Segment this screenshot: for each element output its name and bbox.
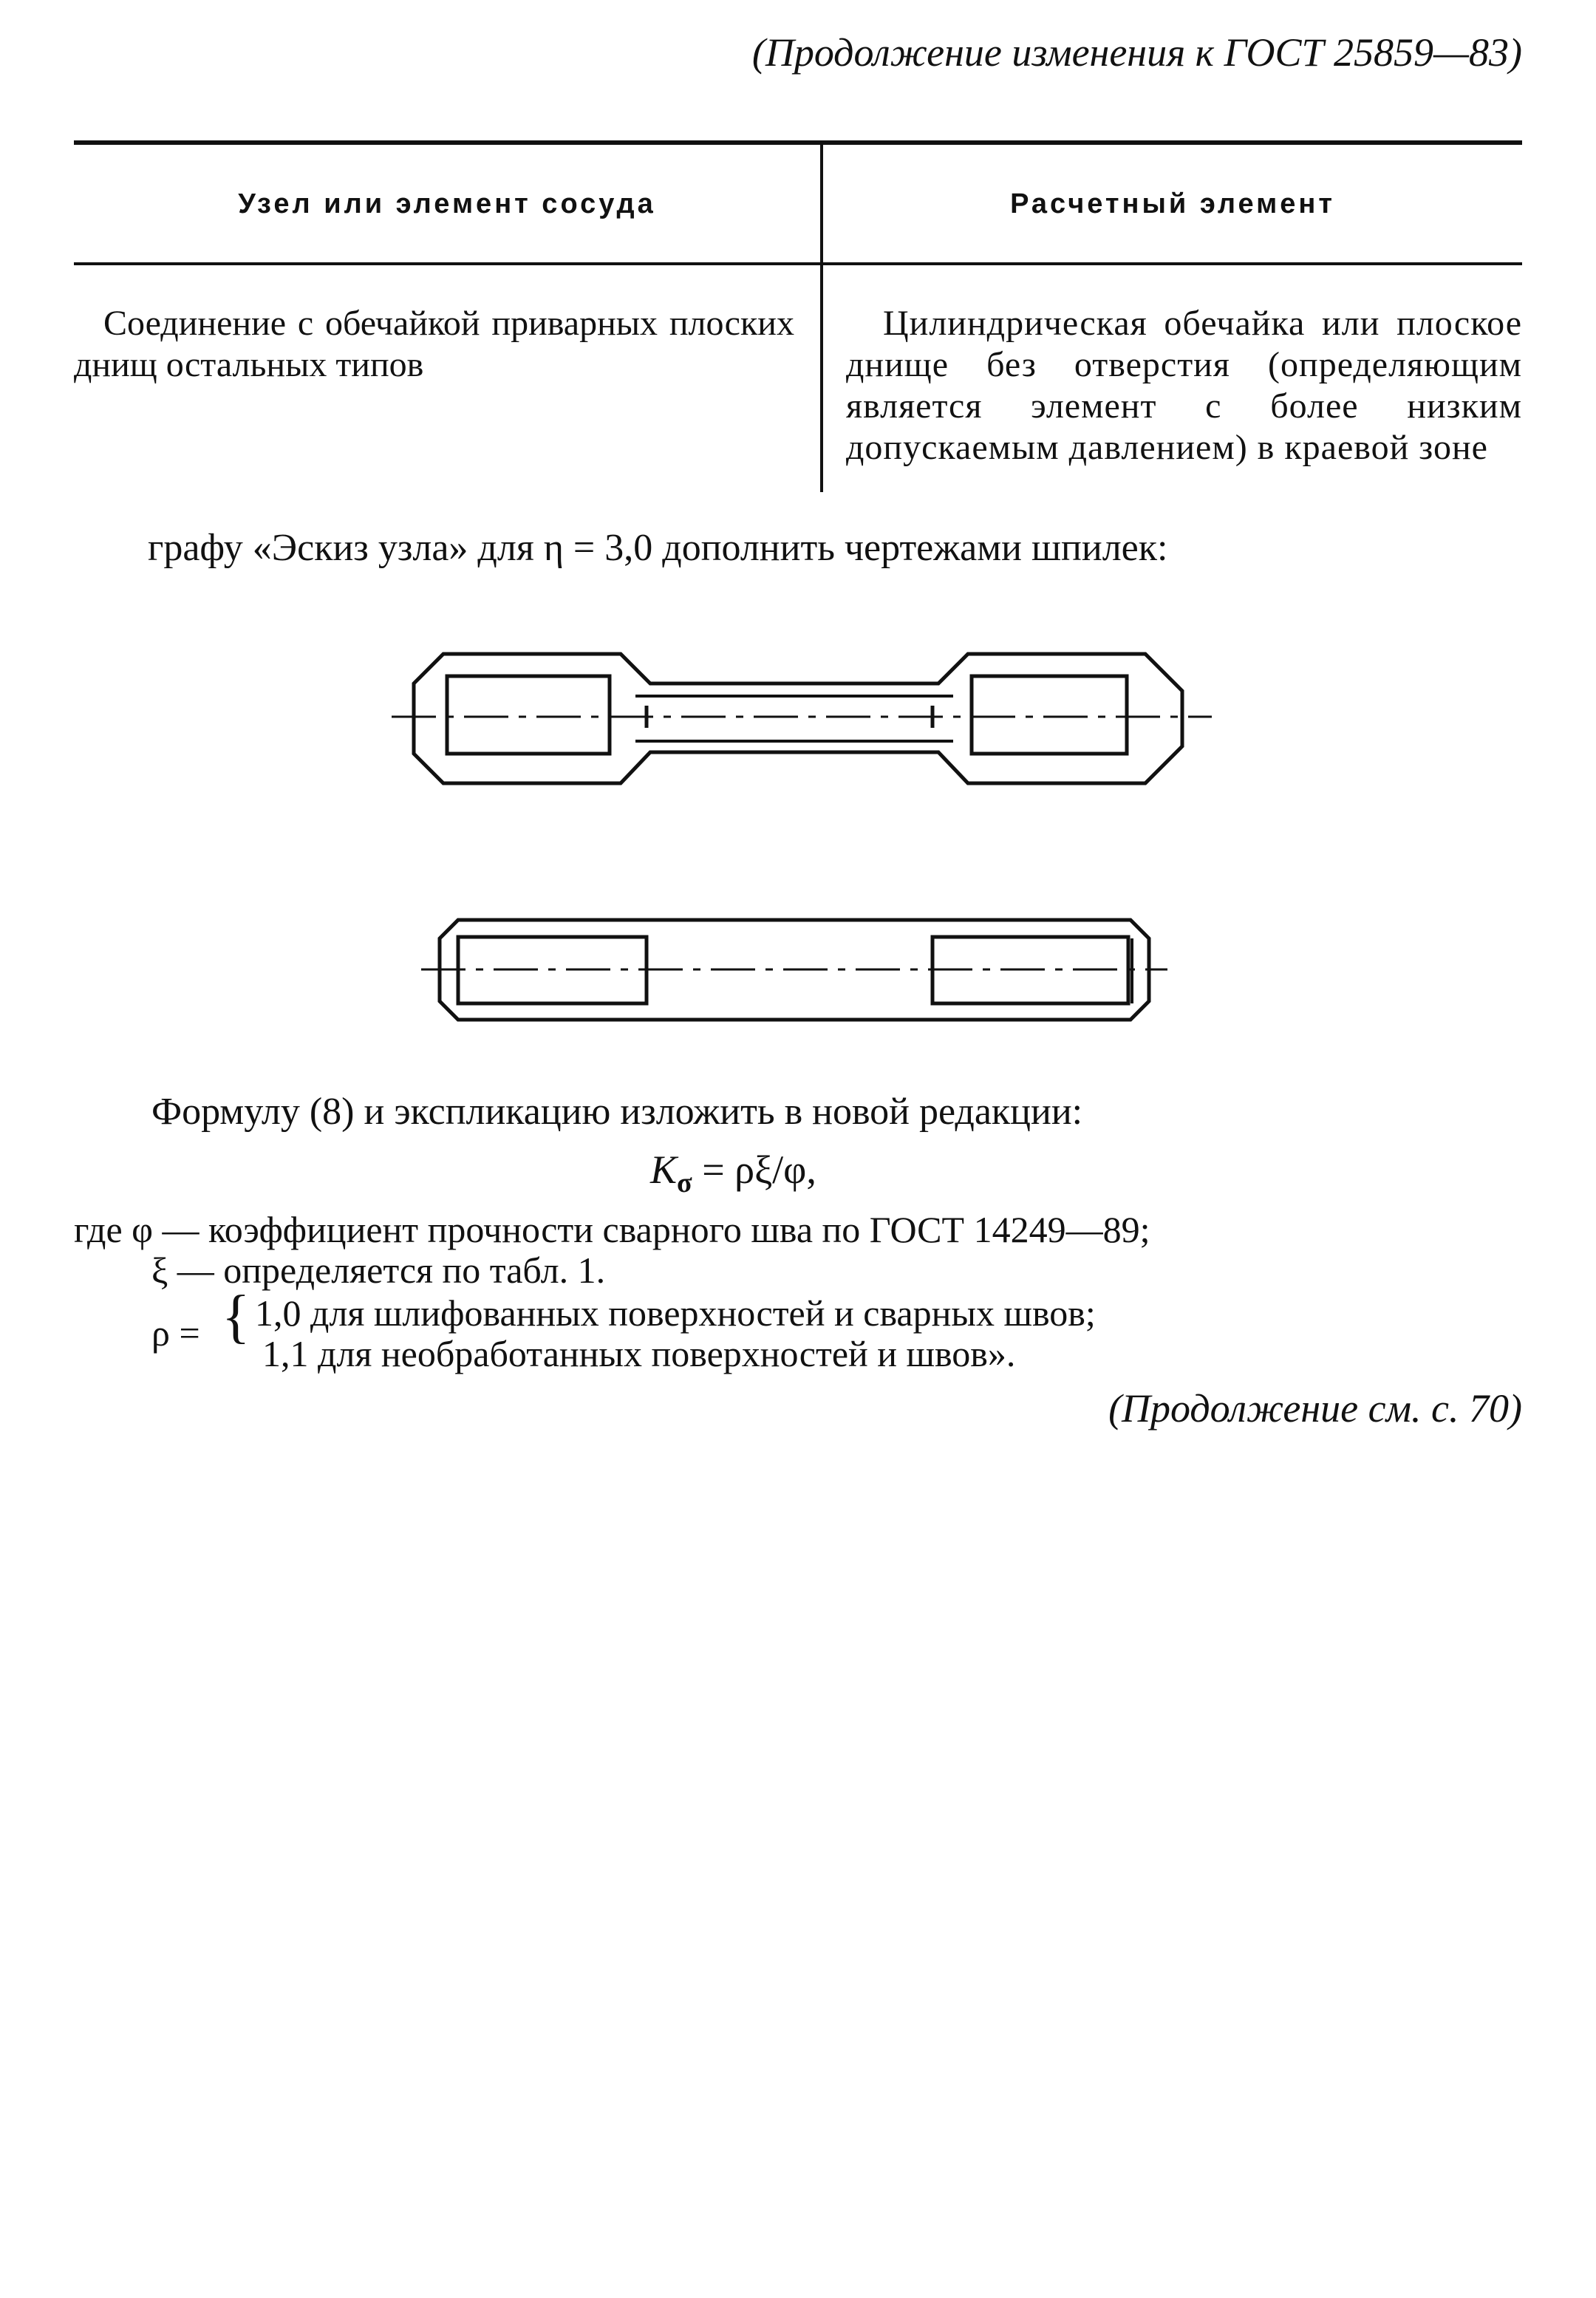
continuation-footer: (Продолжение см. с. 70) (1108, 1386, 1522, 1431)
formula-k-sigma (650, 1147, 816, 1199)
explication-line-xi (151, 1249, 605, 1292)
formula-lhs: K (650, 1148, 678, 1192)
rho-symbol: ρ = (151, 1312, 200, 1354)
sketch-instruction: графу «Эскиз узла» для η = 3,0 дополнить чертежами шпилек: (148, 527, 1168, 569)
xi-symbol: ξ (151, 1249, 168, 1291)
rho-case-2: 1,1 для необработанных поверхностей и швов». (262, 1333, 1016, 1374)
formula-subscript: σ (677, 1167, 692, 1199)
xi-definition: — определяется по табл. 1. (168, 1249, 606, 1291)
where-label: где (74, 1209, 123, 1250)
table-cell-element: Цилиндрическая обечайка или плоское днище без отверстия (определяющим является элемент с более низким допускаемым давлением) в краевой зоне (846, 304, 1522, 467)
phi-symbol: φ (132, 1209, 154, 1250)
table-header-node: Узел или элемент сосуда (238, 188, 656, 219)
table-cell-node: Соединение с обечайкой приварных плоских днищ остальных типов (74, 304, 794, 384)
rho-case-1: 1,0 для шлифованных поверхностей и сварных швов; (255, 1292, 1096, 1334)
formula-intro: Формулу (8) и экспликацию изложить в новой редакции: (151, 1091, 1083, 1133)
formula-rhs: = ρξ/φ, (692, 1148, 816, 1192)
continuation-header: (Продолжение изменения к ГОСТ 25859—83) (751, 30, 1522, 75)
table-header-element: Расчетный элемент (1010, 188, 1335, 219)
rho-brace: { (222, 1284, 250, 1349)
stud-drawing-full-shank (0, 0, 1596, 1108)
explication-line-phi (74, 1208, 1150, 1251)
phi-definition: — коэффициент прочности сварного шва по ГОСТ 14249—89; (153, 1209, 1150, 1250)
